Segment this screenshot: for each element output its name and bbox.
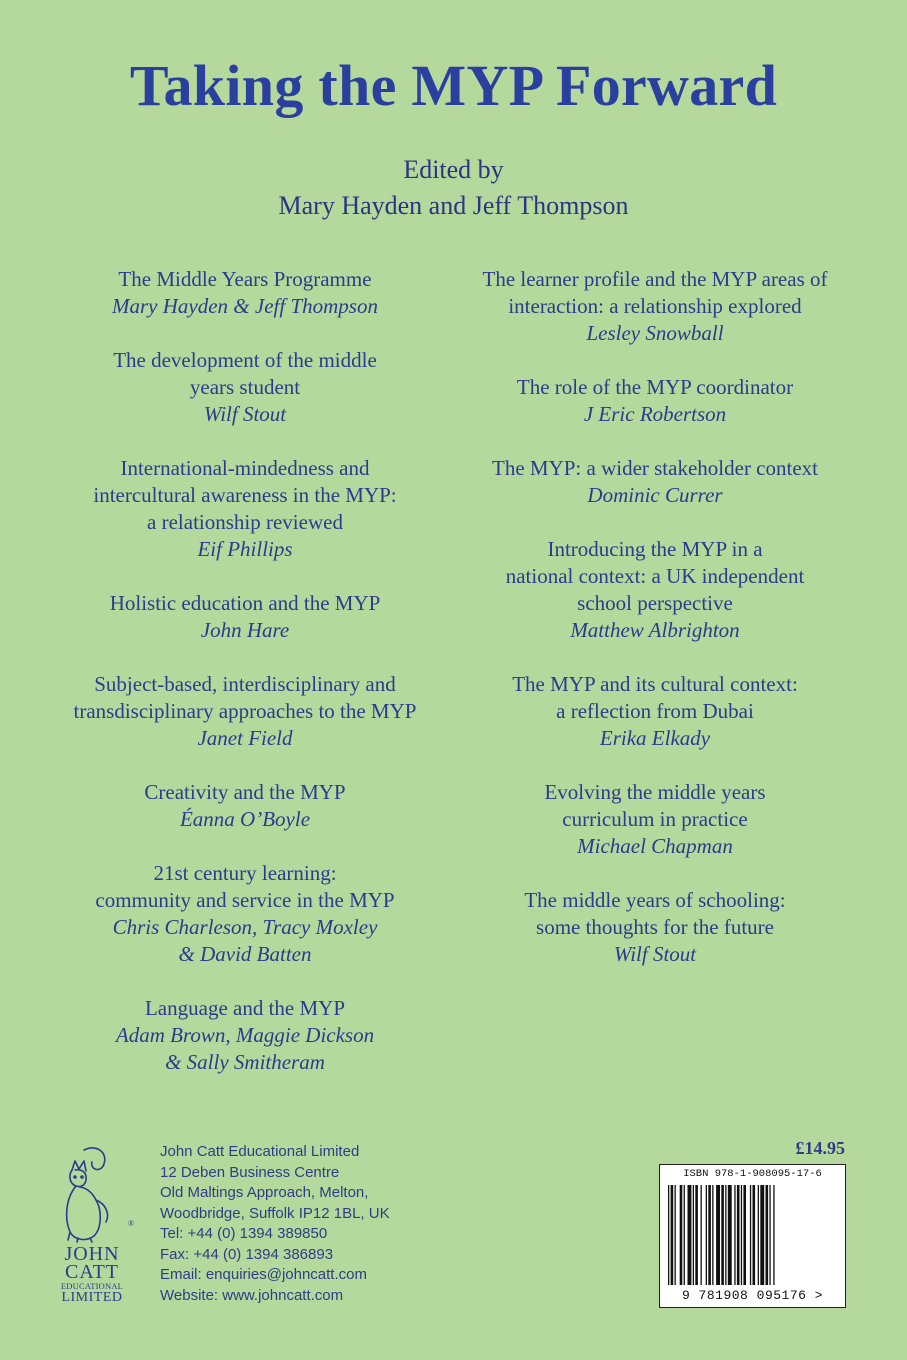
chapter-author-line: Matthew Albrighton [570, 618, 740, 642]
chapter-author-line: Éanna O’Boyle [179, 807, 311, 831]
chapter-title-line: intercultural awareness in the MYP: [93, 483, 397, 507]
chapter-title-line: Subject-based, interdisciplinary and [94, 672, 396, 696]
chapter-title-line: years student [189, 375, 301, 399]
address-line: Email: enquiries@johncatt.com [160, 1266, 367, 1283]
barcode-bars [668, 1185, 837, 1285]
contents-entry [35, 455, 455, 563]
contents-entry [445, 887, 865, 968]
chapter-title-line: Language and the MYP [144, 996, 346, 1020]
chapter-title-line: Creativity and the MYP [144, 780, 346, 804]
isbn-barcode [659, 1164, 846, 1308]
address-line: Tel: +44 (0) 1394 389850 [160, 1225, 328, 1242]
chapter-author-line: Adam Brown, Maggie Dickson [115, 1023, 375, 1047]
chapter-author-line: Wilf Stout [203, 402, 287, 426]
contents-entry [35, 266, 455, 320]
contents-entry [35, 779, 455, 833]
chapter-author-line: Lesley Snowball [586, 321, 724, 345]
address-line: Fax: +44 (0) 1394 386893 [160, 1245, 334, 1263]
john-catt-logo-wordmark [44, 1219, 140, 1305]
chapter-author-line: Mary Hayden & Jeff Thompson [112, 294, 378, 318]
logo-word-john: JOHN [64, 1243, 120, 1265]
chapter-author-line: Michael Chapman [577, 834, 733, 858]
chapter-title-line: The MYP: a wider stakeholder context [492, 456, 818, 480]
price-label: £14.95 [795, 1138, 845, 1158]
editors-block [0, 152, 907, 224]
chapter-author-line: & Sally Smitheram [165, 1050, 325, 1074]
chapter-title-line: community and service in the MYP [95, 888, 395, 912]
chapter-title-line: transdisciplinary approaches to the MYP [73, 699, 417, 723]
address-line: 12 Deben Business Centre [160, 1163, 340, 1181]
publisher-address [160, 1142, 390, 1306]
chapter-title-line: The development of the middle [113, 348, 377, 372]
contents-entry [35, 347, 455, 428]
chapter-author-line: John Hare [200, 618, 290, 642]
chapter-title-line: a relationship reviewed [147, 510, 343, 534]
chapter-title-line: curriculum in practice [562, 807, 748, 831]
contents-entry [35, 671, 455, 752]
contents-entry [445, 779, 865, 860]
isbn-label: ISBN 978-1-908095-17-6 [683, 1168, 822, 1180]
logo-word-limited: LIMITED [61, 1290, 123, 1305]
book-title: Taking the MYP Forward [129, 53, 778, 118]
contents-left-column [35, 266, 455, 1103]
registered-mark: ® [128, 1219, 135, 1228]
chapter-title-line: The learner profile and the MYP areas of [482, 267, 828, 291]
contents-entry [445, 266, 865, 347]
chapter-title-line: 21st century learning: [153, 861, 337, 885]
chapter-title-line: International-mindedness and [120, 456, 370, 480]
chapter-title-line: The middle years of schooling: [524, 888, 786, 912]
chapter-author-line: Janet Field [197, 726, 293, 750]
chapter-author-line: Erika Elkady [599, 726, 711, 750]
contents-entry [35, 590, 455, 644]
chapter-author-line: Dominic Currer [587, 483, 723, 507]
chapter-title-line: The Middle Years Programme [118, 267, 372, 291]
editors-names: Mary Hayden and Jeff Thompson [278, 191, 629, 220]
chapter-title-line: school perspective [577, 591, 733, 615]
chapter-author-line: Wilf Stout [613, 942, 697, 966]
address-line: Woodbridge, Suffolk IP12 1BL, UK [160, 1204, 390, 1222]
address-line: Website: www.johncatt.com [160, 1286, 344, 1304]
chapter-author-line: Eif Phillips [197, 537, 293, 561]
contents-entry [35, 860, 455, 968]
address-line: John Catt Educational Limited [160, 1143, 360, 1160]
contents-right-column [445, 266, 865, 995]
logo-word-educational: EDUCATIONAL [60, 1281, 124, 1291]
chapter-title-line: The MYP and its cultural context: [512, 672, 798, 696]
chapter-title-line: a reflection from Dubai [556, 699, 754, 723]
barcode-digits: 9 781908 095176 > [681, 1288, 824, 1303]
chapter-title-line: Introducing the MYP in a [547, 537, 763, 561]
address-line: Old Maltings Approach, Melton, [160, 1184, 369, 1201]
contents-entry [35, 995, 455, 1076]
contents-entry [445, 374, 865, 428]
chapter-author-line: & David Batten [178, 942, 312, 966]
chapter-author-line: J Eric Robertson [583, 402, 727, 426]
chapter-author-line: Chris Charleson, Tracy Moxley [112, 915, 378, 939]
logo-word-catt: CATT [65, 1261, 119, 1283]
chapter-title-line: The role of the MYP coordinator [516, 375, 794, 399]
contents-entry [445, 455, 865, 509]
chapter-title-line: some thoughts for the future [536, 915, 774, 939]
chapter-title-line: national context: a UK independent [505, 564, 805, 588]
chapter-title-line: Evolving the middle years [544, 780, 766, 804]
contents-entry [445, 536, 865, 644]
edited-by-label: Edited by [403, 155, 504, 184]
chapter-title-line: interaction: a relationship explored [508, 294, 802, 318]
contents-entry [445, 671, 865, 752]
chapter-title-line: Holistic education and the MYP [109, 591, 381, 615]
